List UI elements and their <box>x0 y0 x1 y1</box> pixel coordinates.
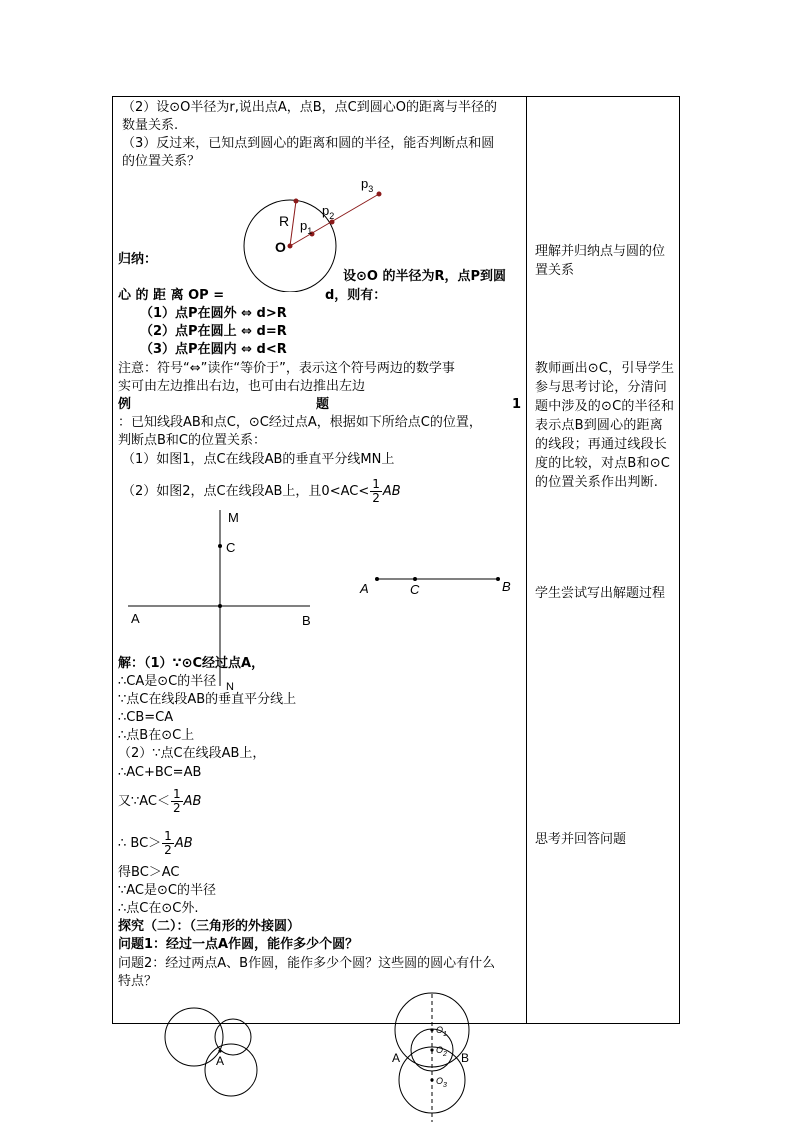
label-a: A <box>131 611 140 626</box>
column-divider <box>526 96 527 1024</box>
label-r: R <box>279 213 290 229</box>
sidebar-note-2: 教师画出⊙C，引导学生参与思考讨论，分清问题中涉及的⊙C的半径和表示点B到圆心的距离的线段；再通过线段长度的比较，对点B和⊙C的位置关系作出判断. <box>535 361 675 490</box>
example-case2 <box>122 478 401 505</box>
solution-line3: ∵点C在线段AB的垂直平分线上 <box>118 692 297 707</box>
point-a-left <box>218 1049 221 1052</box>
sidebar-note-3: 学生尝试写出解题过程 <box>535 586 666 601</box>
label-n: N <box>226 681 234 693</box>
label-m: M <box>228 510 239 525</box>
solution-line7: ∴AC+BC=AB <box>118 765 202 780</box>
label-b: B <box>302 613 311 628</box>
label-a-right: A <box>392 1051 401 1065</box>
point-a-2 <box>375 577 379 581</box>
label-p1: $p_1$ <box>300 218 313 236</box>
label-a-2: A <box>360 581 369 596</box>
point-c <box>218 544 222 548</box>
case2-prefix: （2）如图2，点C在线段AB上，且0<AC< <box>122 484 370 499</box>
note-line1: 注意：符号“⇔”读作“等价于”，表示这个符号两边的数学事 <box>118 361 455 376</box>
label-c: C <box>226 540 236 555</box>
example-title-num: 1 <box>512 397 522 412</box>
induction-label: 归纳： <box>118 252 158 267</box>
solution-line9: ∴ BC＞ $\frac{1}{2}$ AB <box>118 829 193 857</box>
radius-line <box>290 201 296 246</box>
label-o3: $O_3$ <box>436 1076 447 1089</box>
label-p2: $p_2$ <box>322 203 335 221</box>
point-o <box>288 244 293 249</box>
segment-figure <box>352 568 522 602</box>
example-case1: （1）如图1，点C在线段AB的垂直平分线MN上 <box>122 452 395 467</box>
induction-line2a: 心 的 距 离 OP = <box>118 288 225 303</box>
note-line2: 实可由左边推出右边，也可由右边推出左边 <box>118 379 366 394</box>
circles-through-two-points-figure <box>388 990 478 1123</box>
label-b-right: B <box>461 1051 470 1065</box>
point-r <box>294 199 299 204</box>
explore-q2-line1: 问题2：经过两点A、B作圆，能作多少个圆？这些圆的圆心有什么 <box>118 956 496 971</box>
solution-line10: 得BC＞AC <box>118 865 180 880</box>
label-a-left: A <box>216 1054 225 1068</box>
sidebar-note-1: 理解并归纳点与圆的位置关系 <box>535 244 666 278</box>
label-b-2: B <box>502 579 511 594</box>
fraction-half-2: $\frac{1}{2}$ <box>173 787 181 815</box>
explore-q2-line2: 特点？ <box>118 974 158 989</box>
induction-line2b: d，则有： <box>325 288 387 303</box>
label-p3: $p_3$ <box>361 176 374 194</box>
solution-line6: （2）∵点C在线段AB上， <box>118 746 266 761</box>
example-line2: 判断点B和C的位置关系： <box>118 433 266 448</box>
sidebar-note-4: 思考并回答问题 <box>535 832 627 847</box>
solution-line2: ∴CA是⊙C的半径 <box>118 674 217 689</box>
explore-title: 探究（二）：（三角形的外接圆） <box>118 919 301 934</box>
solution-line11: ∵AC是⊙C的半径 <box>118 883 216 898</box>
label-c-2: C <box>410 582 420 597</box>
solution-label: 解：（1）∵⊙C经过点A， <box>118 656 265 671</box>
induction-line1: 设⊙O 的半径为R，点P到圆 <box>343 269 507 284</box>
explore-q1: 问题1：经过一点A作圆，能作多少个圆？ <box>118 937 359 952</box>
induction-item-3: （3）点P在圆内 ⇔ d<R <box>140 342 287 357</box>
induction-item-1: （1）点P在圆外 ⇔ d>R <box>140 306 287 321</box>
point-c-2 <box>413 577 417 581</box>
example-title-mid: 题 <box>316 397 330 412</box>
point-b-2 <box>496 577 500 581</box>
circles-through-point-figure <box>160 1004 270 1104</box>
question-2-line1: （2）设⊙O半径为r,说出点A，点B，点C到圆心O的距离与半径的 <box>122 100 497 115</box>
fraction-half-3: $\frac{1}{2}$ <box>164 829 172 857</box>
case2-suffix: AB <box>382 484 401 499</box>
fraction-half: $\frac{1}{2}$ <box>372 477 380 505</box>
label-o1: $O_1$ <box>436 1025 447 1038</box>
question-3-line1: （3）反过来，已知点到圆心的距离和圆的半径，能否判断点和圆 <box>122 136 495 151</box>
solution-line12: ∴点C在⊙C外. <box>118 901 199 916</box>
label-o2: $O_2$ <box>436 1045 447 1058</box>
solution-line5: ∴点B在⊙C上 <box>118 728 195 743</box>
induction-item-2: （2）点P在圆上 ⇔ d=R <box>140 324 287 339</box>
example-line1: ：已知线段AB和点C，⊙C经过点A，根据如下所给点C的位置， <box>118 415 482 430</box>
question-2-line2: 数量关系. <box>122 118 179 133</box>
label-o: O <box>275 239 286 255</box>
question-3-line2: 的位置关系？ <box>122 154 201 169</box>
point-mid <box>218 604 222 608</box>
solution-line4: ∴CB=CA <box>118 710 174 725</box>
example-title-left: 例 <box>118 397 132 412</box>
solution-line8: 又∵AC＜ $\frac{1}{2}$ AB <box>118 787 202 815</box>
point-p3 <box>377 192 382 197</box>
